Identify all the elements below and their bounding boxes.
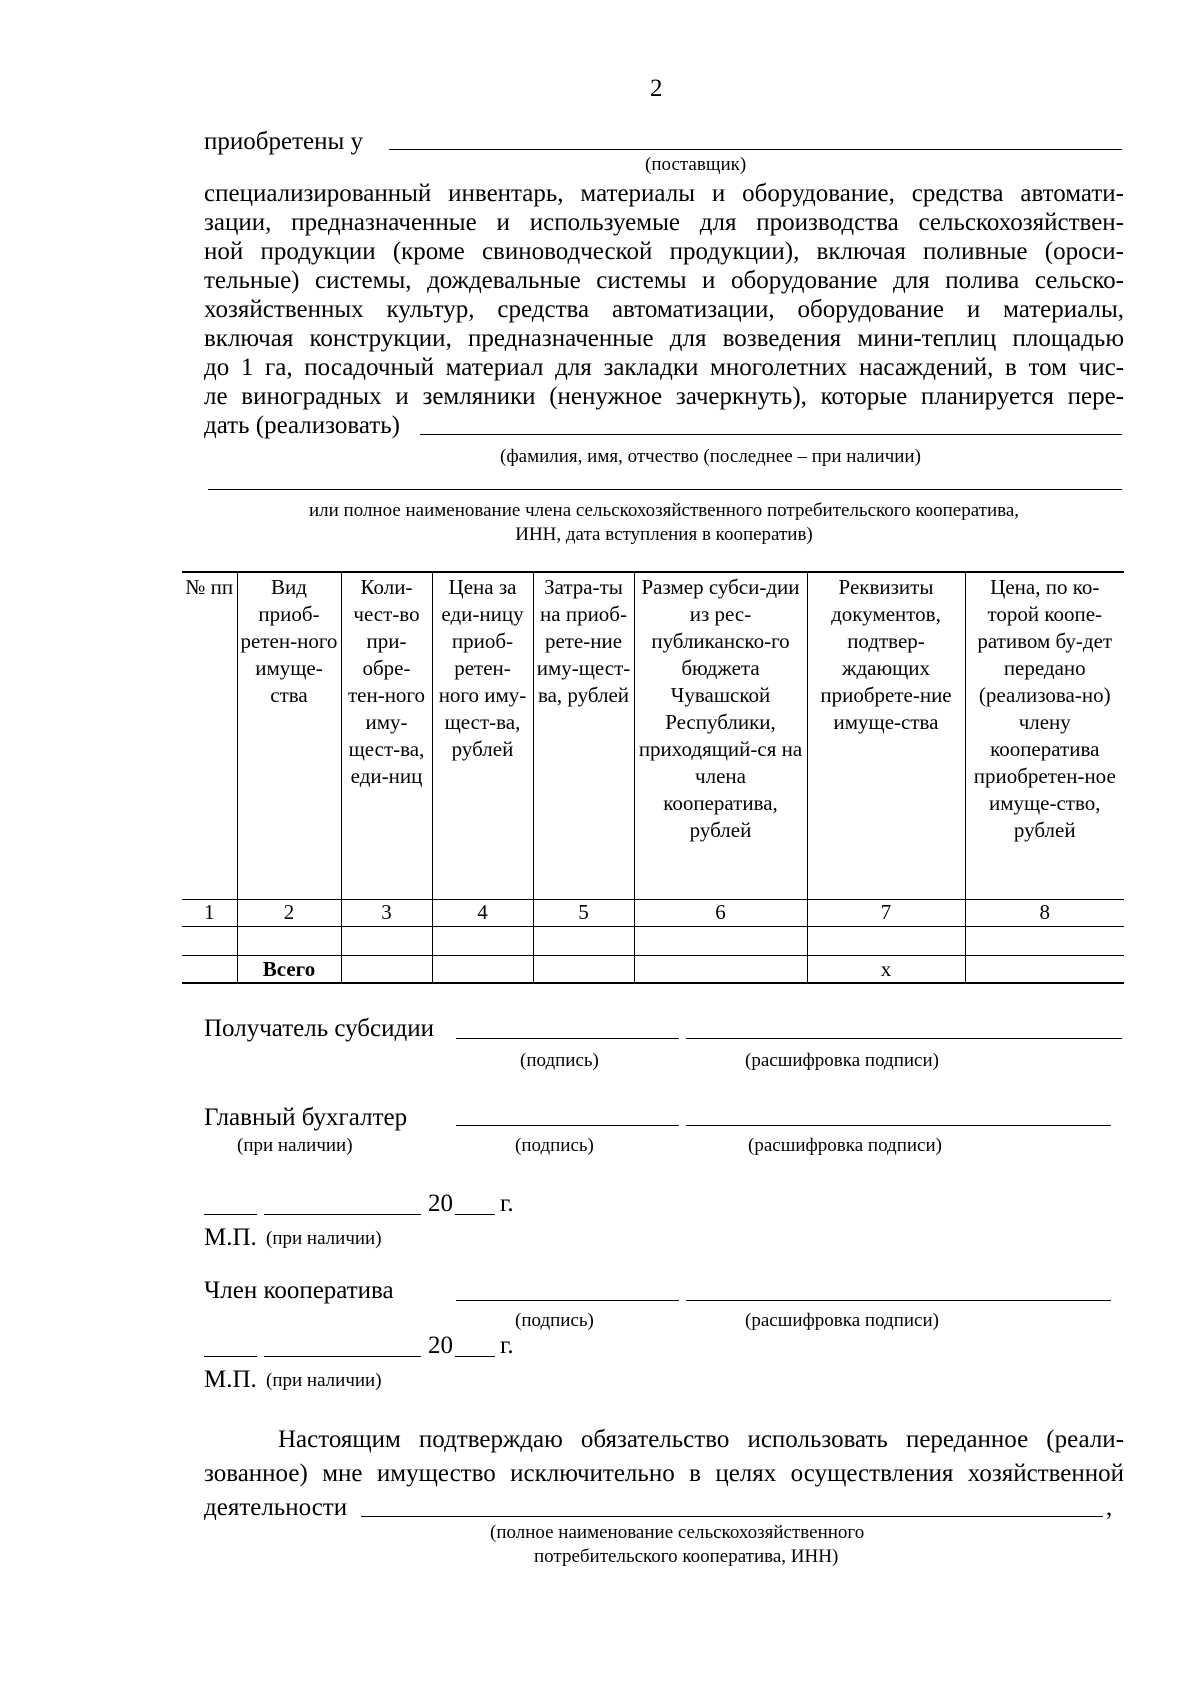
confirm-line-3-prefix: деятельности: [204, 1494, 348, 1521]
column-number: 6: [634, 900, 807, 927]
confirm-comma: ,: [1106, 1494, 1113, 1521]
member-label: Член кооператива: [204, 1277, 394, 1304]
transfer-prefix: дать (реализовать): [204, 412, 400, 439]
mp-if-any: (при наличии): [266, 1370, 382, 1391]
if-any-caption: (при наличии): [237, 1135, 353, 1156]
recipient-field-line[interactable]: [420, 434, 1122, 435]
header-cell: Затра-ты на приоб-рете-ние иму-щест-ва, рублей: [533, 572, 634, 900]
paragraph-line-7: до 1 га, посадочный материал для закладки многолетних насаждений, в том чис-: [204, 354, 1124, 381]
fio-caption: (фамилия, имя, отчество (последнее – при наличии): [500, 446, 921, 467]
mp-if-any: (при наличии): [266, 1228, 382, 1249]
paragraph-line-4: тельные) системы, дождевальные системы и оборудование для полива сельско-: [204, 267, 1124, 294]
property-table: [182, 571, 1124, 984]
cooperative-caption-2: потребительского кооператива, ИНН): [534, 1546, 839, 1567]
page-number: 2: [650, 75, 663, 102]
total-mark: х: [807, 956, 965, 984]
table-cell: [182, 956, 237, 984]
header-cell: № пп: [182, 572, 237, 900]
date-year-prefix: 20: [428, 1332, 453, 1359]
date-year-prefix: 20: [428, 1190, 453, 1217]
header-cell: Коли-чест-во при-обре-тен-ного иму-щест-ва, еди-ниц: [341, 572, 432, 900]
table-cell[interactable]: [533, 956, 634, 984]
date-month-line[interactable]: [264, 1356, 421, 1357]
accountant-decode-line[interactable]: [686, 1125, 1111, 1126]
accountant-signature-line[interactable]: [456, 1125, 679, 1126]
table-cell[interactable]: [533, 927, 634, 956]
confirm-line-2: зованное) мне имущество исключительно в целях осуществления хозяйственной: [204, 1460, 1124, 1487]
mp-label: М.П.: [204, 1224, 257, 1251]
cooperative-name-line[interactable]: [361, 1516, 1103, 1517]
header-cell: Вид приоб-ретен-ного имуще-ства: [237, 572, 341, 900]
paragraph-line-1: специализированный инвентарь, материалы и оборудование, средства автомати-: [204, 180, 1124, 207]
total-label: Всего: [237, 956, 341, 984]
sign-caption: (подпись): [515, 1135, 594, 1156]
date-g: г.: [500, 1190, 514, 1217]
supplier-caption: (поставщик): [645, 154, 747, 175]
inn-caption: ИНН, дата вступления в кооператив): [515, 524, 813, 545]
paragraph-line-6: включая конструкции, предназначенные для возведения мини-теплиц площадью: [204, 325, 1124, 352]
table-cell[interactable]: [634, 956, 807, 984]
column-number: 5: [533, 900, 634, 927]
table-total-row: [182, 956, 1124, 984]
table-cell[interactable]: [432, 927, 533, 956]
paragraph-line-2: зации, предназначенные и используемые для производства сельскохозяйствен-: [204, 209, 1124, 236]
column-number: 4: [432, 900, 533, 927]
paragraph-line-8: ле виноградных и земляники (ненужное зачеркнуть), которые планируется пере-: [204, 383, 1124, 410]
confirm-line-1: Настоящим подтверждаю обязательство использовать переданное (реали-: [278, 1426, 1124, 1453]
supplier-prefix: приобретены у: [204, 128, 364, 155]
recipient-field-line-2[interactable]: [208, 489, 1122, 490]
table-cell[interactable]: [237, 927, 341, 956]
table-row: [182, 927, 1124, 956]
table-cell[interactable]: [807, 927, 965, 956]
header-cell: Цена за еди-ницу приоб-ретен-ного иму-щест-ва, рублей: [432, 572, 533, 900]
recipient-decode-line[interactable]: [686, 1038, 1122, 1039]
date-month-line[interactable]: [264, 1214, 421, 1215]
mp-label: М.П.: [204, 1366, 257, 1393]
column-number: 1: [182, 900, 237, 927]
member-decode-line[interactable]: [686, 1300, 1111, 1301]
sign-caption: (подпись): [515, 1310, 594, 1331]
member-signature-line[interactable]: [456, 1300, 679, 1301]
table-cell[interactable]: [341, 956, 432, 984]
sign-caption: (подпись): [520, 1050, 599, 1071]
member-caption: или полное наименование члена сельскохозяйственного потребительского кооператива,: [308, 500, 1020, 521]
date-year-line[interactable]: [455, 1356, 495, 1357]
table-cell[interactable]: [634, 927, 807, 956]
recipient-label: Получатель субсидии: [204, 1015, 434, 1042]
table-cell[interactable]: [965, 956, 1124, 984]
paragraph-line-5: хозяйственных культур, средства автоматизации, оборудование и материалы,: [204, 296, 1124, 323]
date-g: г.: [500, 1332, 514, 1359]
header-cell: Цена, по ко-торой коопе-ративом бу-дет передано (реализова-но) члену кооператива приобретен-ное имуще-ство, рублей: [965, 572, 1124, 900]
decode-caption: (расшифровка подписи): [745, 1310, 939, 1331]
decode-caption: (расшифровка подписи): [745, 1050, 939, 1071]
column-number: 7: [807, 900, 965, 927]
table-cell[interactable]: [432, 956, 533, 984]
column-number: 8: [965, 900, 1124, 927]
date-day-line[interactable]: [204, 1214, 257, 1215]
accountant-label: Главный бухгалтер: [204, 1104, 408, 1131]
date-day-line[interactable]: [204, 1356, 257, 1357]
date-year-line[interactable]: [455, 1214, 495, 1215]
table-number-row: [182, 900, 1124, 927]
recipient-signature-line[interactable]: [456, 1038, 679, 1039]
cooperative-caption-1: (полное наименование сельскохозяйственного: [490, 1522, 865, 1543]
table-cell[interactable]: [965, 927, 1124, 956]
column-number: 2: [237, 900, 341, 927]
paragraph-line-3: ной продукции (кроме свиноводческой продукции), включая поливные (ороси-: [204, 238, 1124, 265]
table-cell[interactable]: [341, 927, 432, 956]
table-header-row: [182, 572, 1124, 900]
decode-caption: (расшифровка подписи): [748, 1135, 942, 1156]
header-cell: Реквизиты документов, подтвер-ждающих приобрете-ние имуще-ства: [807, 572, 965, 900]
supplier-field-line[interactable]: [389, 149, 1122, 150]
table-cell[interactable]: [182, 927, 237, 956]
header-cell: Размер субси-дии из рес-публиканско-го бюджета Чувашской Республики, приходящий-ся на члена кооператива, рублей: [634, 572, 807, 900]
column-number: 3: [341, 900, 432, 927]
